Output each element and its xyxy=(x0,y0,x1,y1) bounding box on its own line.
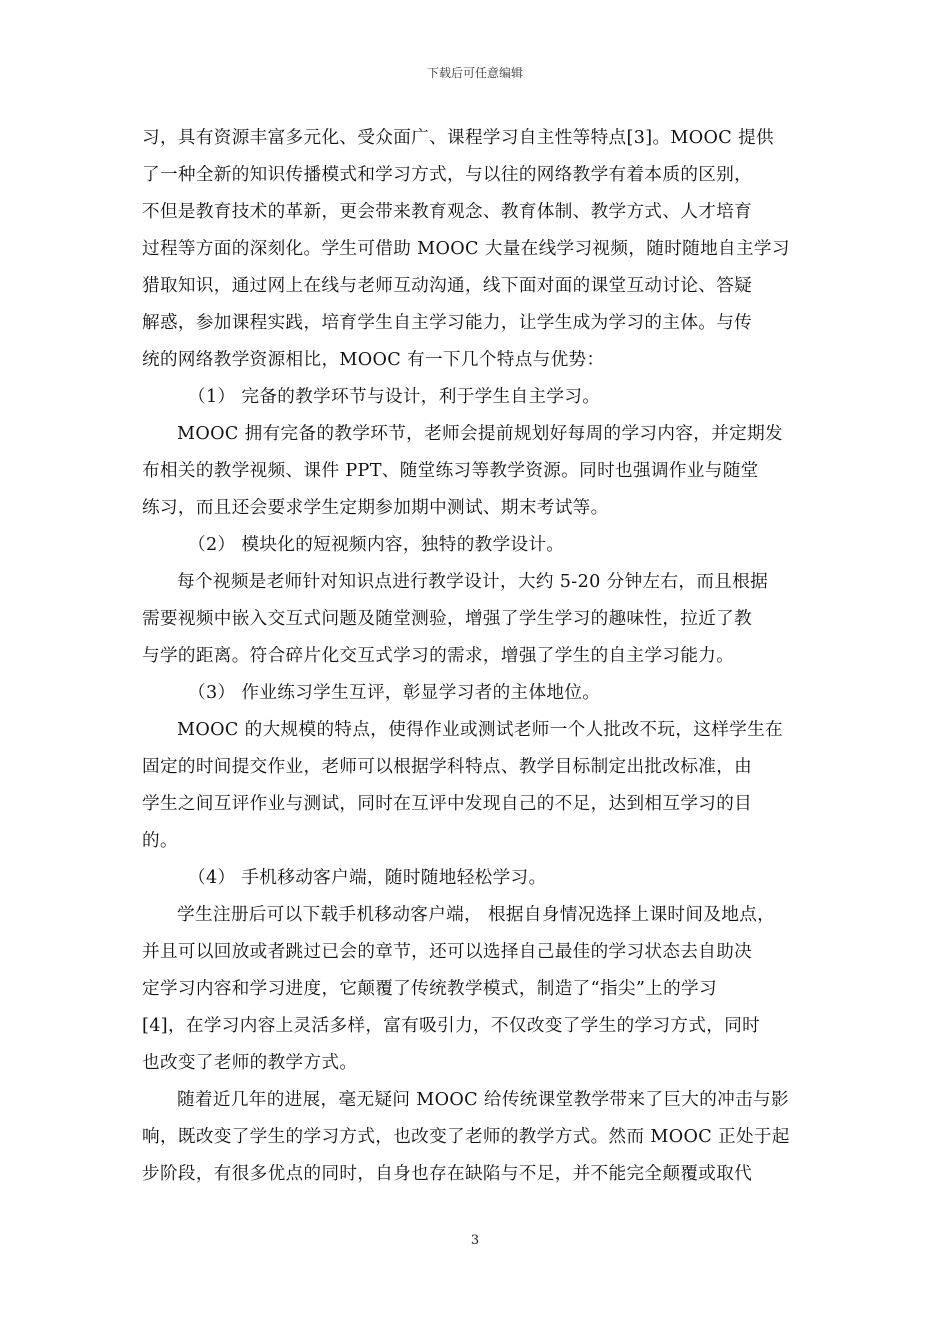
paragraph-line: 定学习内容和学习进度，它颠覆了传统教学模式，制造了“指尖”上的学习 xyxy=(142,979,717,999)
paragraph-line: 学生注册后可以下载手机移动客户端， 根据自身情况选择上课时间及地点， xyxy=(177,905,776,925)
paragraph-line: 随着近几年的进展，毫无疑问 MOOC 给传统课堂教学带来了巨大的冲击与影 xyxy=(177,1090,789,1110)
paragraph-line: 布相关的教学视频、课件 PPT、随堂练习等教学资源。同时也强调作业与随堂 xyxy=(142,461,759,481)
paragraph-line: 学生之间互评作业与测试，同时在互评中发现自己的不足，达到相互学习的目 xyxy=(142,794,753,814)
paragraph-line: 统的网络教学资源相比，MOOC 有一下几个特点与优势： xyxy=(142,350,605,370)
paragraph-line: 习，具有资源丰富多元化、受众面广、课程学习自主性等特点[3]。MOOC 提供 xyxy=(142,128,774,148)
paragraph-line: 解惑，参加课程实践，培育学生自主学习能力，让学生成为学习的主体。与传 xyxy=(142,313,753,333)
page-number: 3 xyxy=(470,1233,480,1248)
paragraph-line: 响，既改变了学生的学习方式，也改变了老师的教学方式。然而 MOOC 正处于起 xyxy=(142,1127,790,1147)
paragraph-line: 固定的时间提交作业，老师可以根据学科特点、教学目标制定出批改标准，由 xyxy=(142,757,753,777)
paragraph-line: MOOC 拥有完备的教学环节，老师会提前规划好每周的学习内容，并定期发 xyxy=(177,424,783,444)
paragraph-line: 每个视频是老师针对知识点进行教学设计，大约 5-20 分钟左右，而且根据 xyxy=(177,572,769,592)
page-header: 下载后可任意编辑 xyxy=(426,66,523,80)
paragraph-line: 的。 xyxy=(142,831,178,851)
paragraph-line: 步阶段，有很多优点的同时，自身也存在缺陷与不足，并不能完全颠覆或取代 xyxy=(142,1164,753,1184)
list-item-heading: （3） 作业练习学生互评，彰显学习者的主体地位。 xyxy=(188,683,601,703)
body-text xyxy=(142,120,808,1193)
paragraph-line: 与学的距离。符合碎片化交互式学习的需求，增强了学生的自主学习能力。 xyxy=(142,646,735,666)
paragraph-line: 了一种全新的知识传播模式和学习方式，与以往的网络教学有着本质的区别， xyxy=(142,165,753,185)
paragraph-line: 需要视频中嵌入交互式问题及随堂测验，增强了学生学习的趣味性，拉近了教 xyxy=(142,609,753,629)
paragraph-line: 过程等方面的深刻化。学生可借助 MOOC 大量在线学习视频，随时随地自主学习 xyxy=(142,239,790,259)
paragraph-line: MOOC 的大规模的特点，使得作业或测试老师一个人批改不玩，这样学生在 xyxy=(177,720,783,740)
paragraph-line: 不但是教育技术的革新，更会带来教育观念、教育体制、教学方式、人才培育 xyxy=(142,202,753,222)
paragraph-line: 练习，而且还会要求学生定期参加期中测试、期末考试等。 xyxy=(142,498,609,518)
list-item-heading: （4） 手机移动客户端，随时随地轻松学习。 xyxy=(188,868,547,888)
paragraph-line: 也改变了老师的教学方式。 xyxy=(142,1053,358,1073)
list-item-heading: （1） 完备的教学环节与设计，利于学生自主学习。 xyxy=(188,387,601,407)
paragraph-line: [4]，在学习内容上灵活多样，富有吸引力，不仅改变了学生的学习方式，同时 xyxy=(142,1016,761,1036)
list-item-heading: （2） 模块化的短视频内容，独特的教学设计。 xyxy=(188,535,565,555)
paragraph-line: 猎取知识，通过网上在线与老师互动沟通，线下面对面的课堂互动讨论、答疑 xyxy=(142,276,753,296)
paragraph-line: 并且可以回放或者跳过已会的章节，还可以选择自己最佳的学习状态去自助决 xyxy=(142,942,753,962)
